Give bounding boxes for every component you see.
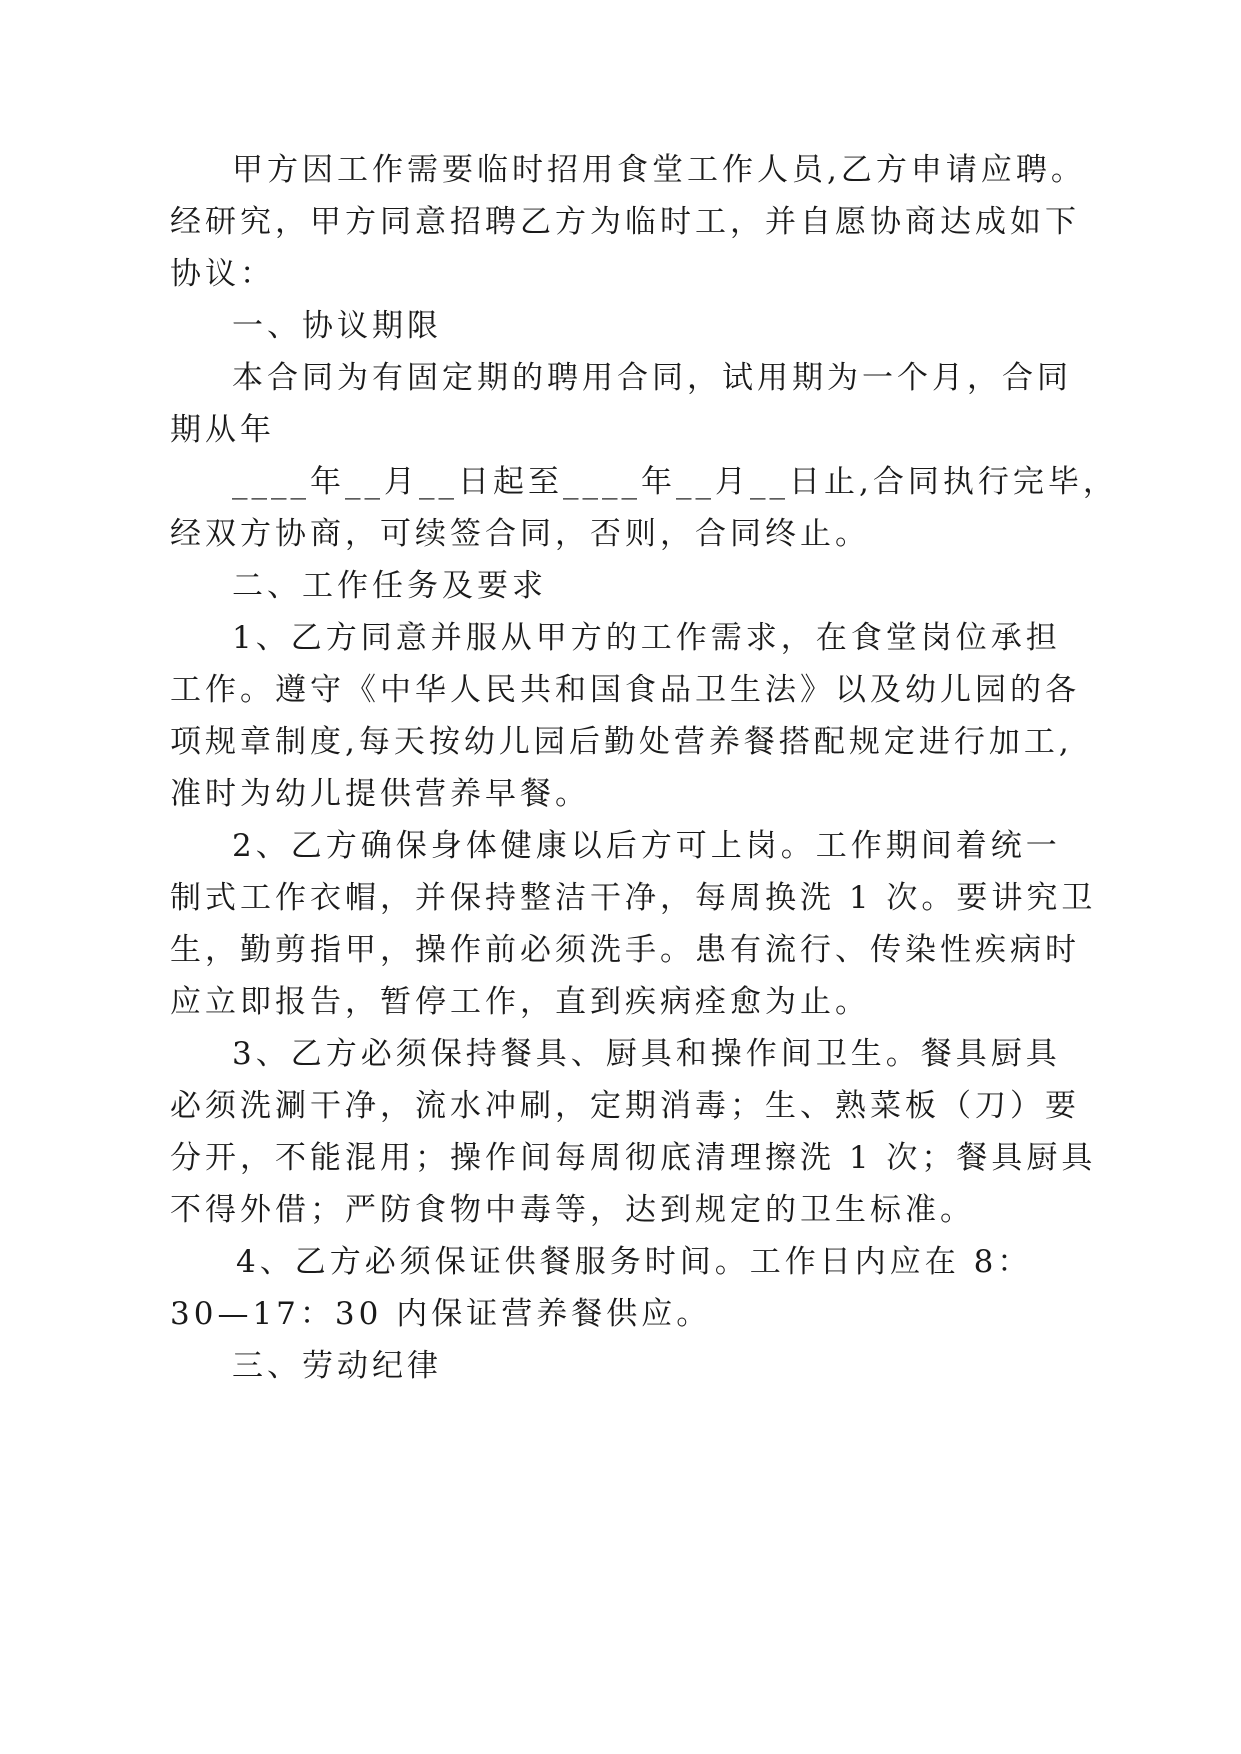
text-line: 30—17：30 内保证营养餐供应。 xyxy=(170,1296,712,1332)
text-line: 应立即报告，暂停工作，直到疾病痊愈为止。 xyxy=(170,984,870,1020)
text-line: 项规章制度,每天按幼儿园后勤处营养餐搭配规定进行加工, xyxy=(170,724,1073,760)
text-line: 期从年 xyxy=(170,412,275,448)
text-line: 4、乙方必须保证供餐服务时间。工作日内应在 8： xyxy=(236,1244,1033,1280)
text-line: 3、乙方必须保持餐具、厨具和操作间卫生。餐具厨具 xyxy=(232,1036,1061,1072)
text-line: 1、乙方同意并服从甲方的工作需求，在食堂岗位承担 xyxy=(232,620,1061,656)
text-line: 制式工作衣帽，并保持整洁干净，每周换洗 1 次。要讲究卫 xyxy=(170,880,1097,916)
text-line: 工作。遵守《中华人民共和国食品卫生法》以及幼儿园的各 xyxy=(170,672,1080,708)
text-line: 2、乙方确保身体健康以后方可上岗。工作期间着统一 xyxy=(232,828,1061,864)
text-line: 经双方协商，可续签合同，否则，合同终止。 xyxy=(170,516,870,552)
text-line: 必须洗涮干净，流水冲刷，定期消毒；生、熟菜板（刀）要 xyxy=(170,1088,1080,1124)
text-line: 分开，不能混用；操作间每周彻底清理擦洗 1 次；餐具厨具 xyxy=(170,1140,1097,1176)
section-heading: 一、协议期限 xyxy=(232,308,442,344)
text-line: 本合同为有固定期的聘用合同，试用期为一个月，合同 xyxy=(232,360,1072,396)
text-line: ____年__月__日起至____年__月__日止,合同执行完毕， xyxy=(232,464,1118,500)
section-heading: 三、劳动纪律 xyxy=(232,1348,442,1384)
section-heading: 二、工作任务及要求 xyxy=(232,568,547,604)
text-line: 准时为幼儿提供营养早餐。 xyxy=(170,776,590,812)
text-line: 协议： xyxy=(170,256,275,292)
text-line: 不得外借；严防食物中毒等，达到规定的卫生标准。 xyxy=(170,1192,975,1228)
text-line: 甲方因工作需要临时招用食堂工作人员,乙方申请应聘。 xyxy=(232,152,1086,188)
text-line: 经研究，甲方同意招聘乙方为临时工，并自愿协商达成如下 xyxy=(170,204,1080,240)
text-line: 生，勤剪指甲，操作前必须洗手。患有流行、传染性疾病时 xyxy=(170,932,1080,968)
